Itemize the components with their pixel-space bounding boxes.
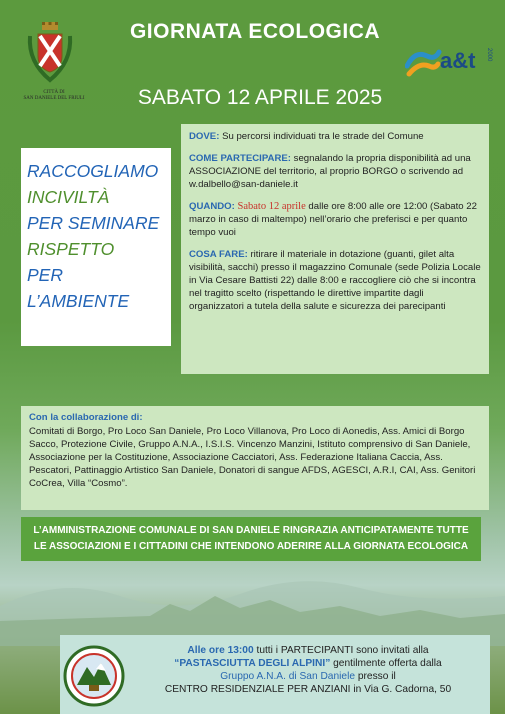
lunch-line3-rest: presso il <box>357 671 396 682</box>
logo-year: 2000 <box>486 48 492 62</box>
lunch-line1 <box>128 644 488 657</box>
city-crest-icon <box>24 22 76 84</box>
quando-text: dalle ore 8:00 alle ore 12:00 (Sabato 22 marzo in caso di maltempo) nell’orario che preferisci e per quanto tempo vuoi <box>189 201 477 238</box>
lunch-line3 <box>128 670 488 683</box>
lunch-line2-rest: gentilmente offerta dalla <box>333 658 442 669</box>
lunch-time: Alle ore 13:00 <box>187 645 254 656</box>
info-come <box>189 152 481 191</box>
logo-text: a&t <box>440 48 476 73</box>
lunch-text <box>128 644 488 696</box>
crest-caption-line1: CITTÀ DI <box>43 90 65 95</box>
landscape-image <box>0 566 505 646</box>
crest-caption-line2: SAN DANIELE DEL FRIULI <box>23 95 85 101</box>
lunch-group: Gruppo A.N.A. di San Daniele <box>220 671 355 682</box>
thanks-banner: L’AMMINISTRAZIONE COMUNALE DI SAN DANIELE RINGRAZIA ANTICIPATAMENTE TUTTE LE ASSOCIAZIONI E I CITTADINI CHE INTENDONO ADERIRE ALLA GIORNATA ECOLOGICA <box>21 517 481 561</box>
info-dove <box>189 130 481 143</box>
come-text: segnalando la propria disponibilità ad una ASSOCIAZIONE del territorio, al proprio BORGO o scrivendo ad w.dalbello@san-daniele.it <box>189 153 471 190</box>
slogan-line: INCIVILTÀ <box>27 187 110 207</box>
info-quando <box>189 200 481 239</box>
slogan-line: PER L’AMBIENTE <box>27 265 130 311</box>
crest-caption <box>14 90 94 101</box>
slogan-line: RACCOGLIAMO <box>27 161 159 181</box>
info-cosa <box>189 248 481 313</box>
alpini-badge-icon <box>63 645 125 707</box>
lunch-pasta: “PASTASCIUTTA DEGLI ALPINI” <box>174 658 331 669</box>
dove-label: DOVE: <box>189 131 220 142</box>
lunch-line2 <box>128 657 488 670</box>
event-date: SABATO 12 APRILE 2025 <box>137 86 383 109</box>
slogan-line: PER SEMINARE <box>27 213 160 233</box>
slogan-box <box>21 148 171 346</box>
lunch-place: CENTRO RESIDENZIALE PER ANZIANI in Via G. Cadorna, 50 <box>164 684 452 695</box>
info-box <box>181 124 489 374</box>
quando-label: QUANDO: <box>189 201 235 212</box>
lunch-line1-rest: tutti i PARTECIPANTI sono invitati alla <box>256 645 429 656</box>
come-label: COME PARTECIPARE: <box>189 153 291 164</box>
quando-date: Sabato 12 aprile <box>237 201 306 212</box>
cosa-label: COSA FARE: <box>189 249 248 260</box>
page-title: GIORNATA ECOLOGICA <box>129 20 381 43</box>
slogan-line: RISPETTO <box>27 239 115 259</box>
collab-label: Con la collaborazione di: <box>29 412 143 423</box>
cosa-text: ritirare il materiale in dotazione (guanti, gilet alta visibilità, sacchi) presso il magazzino Comunale (sede Polizia Locale in Via Cesare Battisti 22) dalle 8:00 e raccogliere ciò che si incontra nel tragitto scelto (rispettando le direttive impartite dagli organizzatori a tutela della salute e sicurezza dei parecipanti <box>189 249 481 312</box>
dove-text: Su percorsi individuati tra le strade del Comune <box>222 131 424 142</box>
collab-text: Comitati di Borgo, Pro Loco San Daniele, Pro Loco Villanova, Pro Loco di Aonedis, Ass. Amici di Borgo Sacco, Protezione Civile, Gruppo A.N.A., I.S.I.S. Vincenzo Manzini, Istituto comprensivo di San Daniele, Associazione per la Costituzione, Associazione Cacciatori, Ass. Federazione Italiana Caccia, Ass. Pescatori, Pattinaggio Artistico San Daniele, Donatori di sangue AFDS, AGESCI, A.R.I, CAI, Ass. Genitori CoCrea, Villa “Cosmo”. <box>29 426 476 489</box>
collaboration-box <box>21 406 489 510</box>
